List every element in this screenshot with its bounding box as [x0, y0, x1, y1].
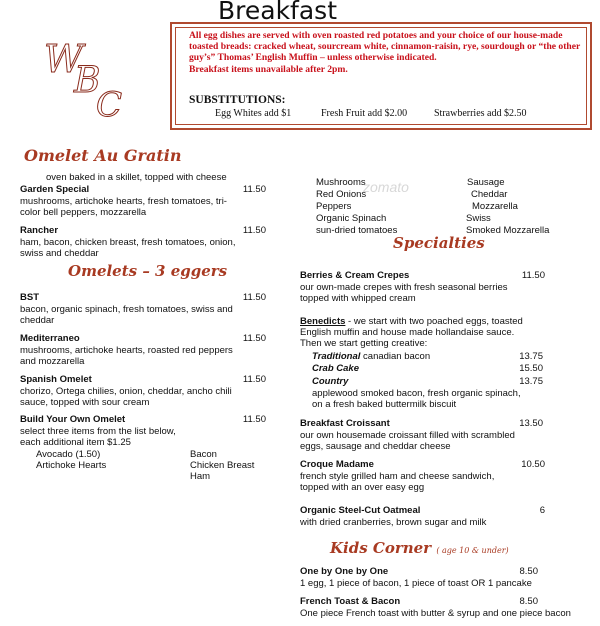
watermark: zomato	[363, 179, 409, 195]
item-desc: mushrooms, artichoke hearts, roasted red peppers	[20, 345, 233, 356]
byo-option: Smoked Mozzarella	[466, 225, 550, 236]
byo-option: Artichoke Hearts	[36, 460, 107, 471]
item-desc: with dried cranberries, brown sugar and milk	[300, 517, 487, 528]
item-name: Croque Madame	[300, 459, 374, 470]
item-name: Benedicts	[300, 316, 346, 327]
byo-option: Cheddar	[471, 189, 508, 200]
item-price: 10.50	[521, 459, 545, 470]
page-title: Breakfast	[218, 0, 338, 25]
item-desc: Then we start getting creative:	[300, 338, 428, 349]
item-desc: color bell peppers, mozzarella	[20, 207, 147, 218]
omelet-au-gratin-heading: Omelet Au Gratin	[24, 146, 182, 165]
sub-egg-whites: Egg Whites add $1	[215, 108, 292, 119]
byo-option: Sausage	[467, 177, 505, 188]
item-price: 11.50	[242, 333, 266, 344]
omelets-heading: Omelets – 3 eggers	[68, 262, 228, 280]
benedict-option: Country	[312, 376, 349, 387]
item-name: One by One by One	[300, 566, 389, 577]
byo-option: sun-dried tomatoes	[316, 225, 398, 236]
svg-text:B: B	[74, 60, 101, 101]
sub-fresh-fruit: Fresh Fruit add $2.00	[321, 108, 408, 119]
item-desc: eggs, sausage and cheddar cheese	[300, 441, 451, 452]
item-desc: select three items from the list below,	[20, 426, 176, 437]
item-desc: swiss and cheddar	[20, 248, 99, 259]
au-gratin-subtitle: oven baked in a skillet, topped with cheese	[46, 172, 227, 183]
item-desc: 1 egg, 1 piece of bacon, 1 piece of toast OR 1 pancake	[300, 578, 532, 589]
item-desc: chorizo, Ortega chilies, onion, cheddar, ancho chili	[20, 386, 232, 397]
svg-text:C: C	[96, 85, 123, 120]
item-name: French Toast & Bacon	[300, 596, 401, 607]
byo-option: Mushrooms	[316, 177, 366, 188]
item-price: 13.50	[519, 418, 543, 429]
substitutions-heading: SUBSTITUTIONS:	[189, 94, 286, 106]
item-name: Rancher	[20, 225, 59, 236]
byo-option: Swiss	[466, 213, 491, 224]
notice-box	[170, 22, 592, 130]
item-price: 11.50	[242, 184, 266, 195]
item-desc: our own housemade croissant filled with scrambled	[300, 430, 515, 441]
kids-corner-heading: Kids Corner ( age 10 & under)	[330, 539, 509, 557]
benedict-option: Crab Cake	[312, 363, 359, 374]
item-desc: cheddar	[20, 315, 55, 326]
item-price: 13.75	[519, 351, 543, 362]
item-price: 13.75	[519, 376, 543, 387]
item-name: Spanish Omelet	[20, 374, 92, 385]
item-desc: and mozzarella	[20, 356, 85, 367]
item-desc: our own-made crepes with fresh seasonal berries	[300, 282, 508, 293]
item-name: Breakfast Croissant	[300, 418, 390, 429]
item-desc: applewood smoked bacon, fresh organic spinach,	[312, 388, 521, 399]
item-desc: English muffin and house made hollandaise sauce.	[300, 327, 515, 338]
byo-option: Bacon	[190, 449, 217, 460]
item-price: 8.50	[519, 566, 538, 577]
item-name: Berries & Cream Crepes	[300, 270, 410, 281]
wbc-logo	[24, 30, 134, 120]
byo-option: Peppers	[316, 201, 352, 212]
item-desc: french style grilled ham and cheese sandwich,	[300, 471, 495, 482]
item-price: 11.50	[242, 292, 266, 303]
item-desc: ham, bacon, chicken breast, fresh tomatoes, onion,	[20, 237, 236, 248]
item-price: 11.50	[242, 225, 266, 236]
item-desc: on a fresh baked buttermilk biscuit	[312, 399, 457, 410]
byo-option: Avocado (1.50)	[36, 449, 101, 460]
item-desc: each additional item $1.25	[20, 437, 131, 448]
byo-option: Mozzarella	[472, 201, 518, 212]
item-desc: topped with an over easy egg	[300, 482, 425, 493]
item-price: 11.50	[242, 374, 266, 385]
item-price: 15.50	[519, 363, 543, 374]
item-desc: One piece French toast with butter & syrup and one piece bacon	[300, 608, 571, 619]
byo-option: Ham	[190, 471, 211, 482]
sub-strawberries: Strawberries add $2.50	[434, 108, 527, 119]
item-name: Mediterraneo	[20, 333, 80, 344]
byo-option: Chicken Breast	[190, 460, 255, 471]
item-name: Garden Special	[20, 184, 90, 195]
kids-age-note: ( age 10 & under)	[436, 546, 509, 555]
notice-text: All egg dishes are served with oven roasted red potatoes and your choice of our house-made toasted breads: cracked wheat, sourcream white, cinnamon-raisin, rye, sourdough or “the other guy’s” Thomas’ English Muffin – unless otherwise indicated. Breakfast items unavailable after 2pm.	[189, 30, 581, 75]
item-name: Build Your Own Omelet	[20, 414, 126, 425]
item-price: 11.50	[242, 414, 266, 425]
item-desc: bacon, organic spinach, fresh tomatoes, swiss and	[20, 304, 233, 315]
byo-option: Organic Spinach	[316, 213, 387, 224]
svg-text:W: W	[44, 37, 84, 81]
benedicts-line: Benedicts - we start with two poached eggs, toasted	[300, 316, 523, 327]
item-price: 8.50	[519, 596, 538, 607]
item-name: Organic Steel-Cut Oatmeal	[300, 505, 421, 516]
item-price: 6	[539, 505, 545, 516]
benedict-option: Traditional canadian bacon	[312, 351, 431, 362]
item-price: 11.50	[521, 270, 545, 281]
specialties-heading: Specialties	[393, 234, 485, 252]
item-desc: sauce, topped with sour cream	[20, 397, 150, 408]
item-name: BST	[20, 292, 39, 303]
item-desc: topped with whipped cream	[300, 293, 416, 304]
byo-option: Red Onions	[316, 189, 367, 200]
item-desc: mushrooms, artichoke hearts, fresh tomatoes, tri-	[20, 196, 227, 207]
